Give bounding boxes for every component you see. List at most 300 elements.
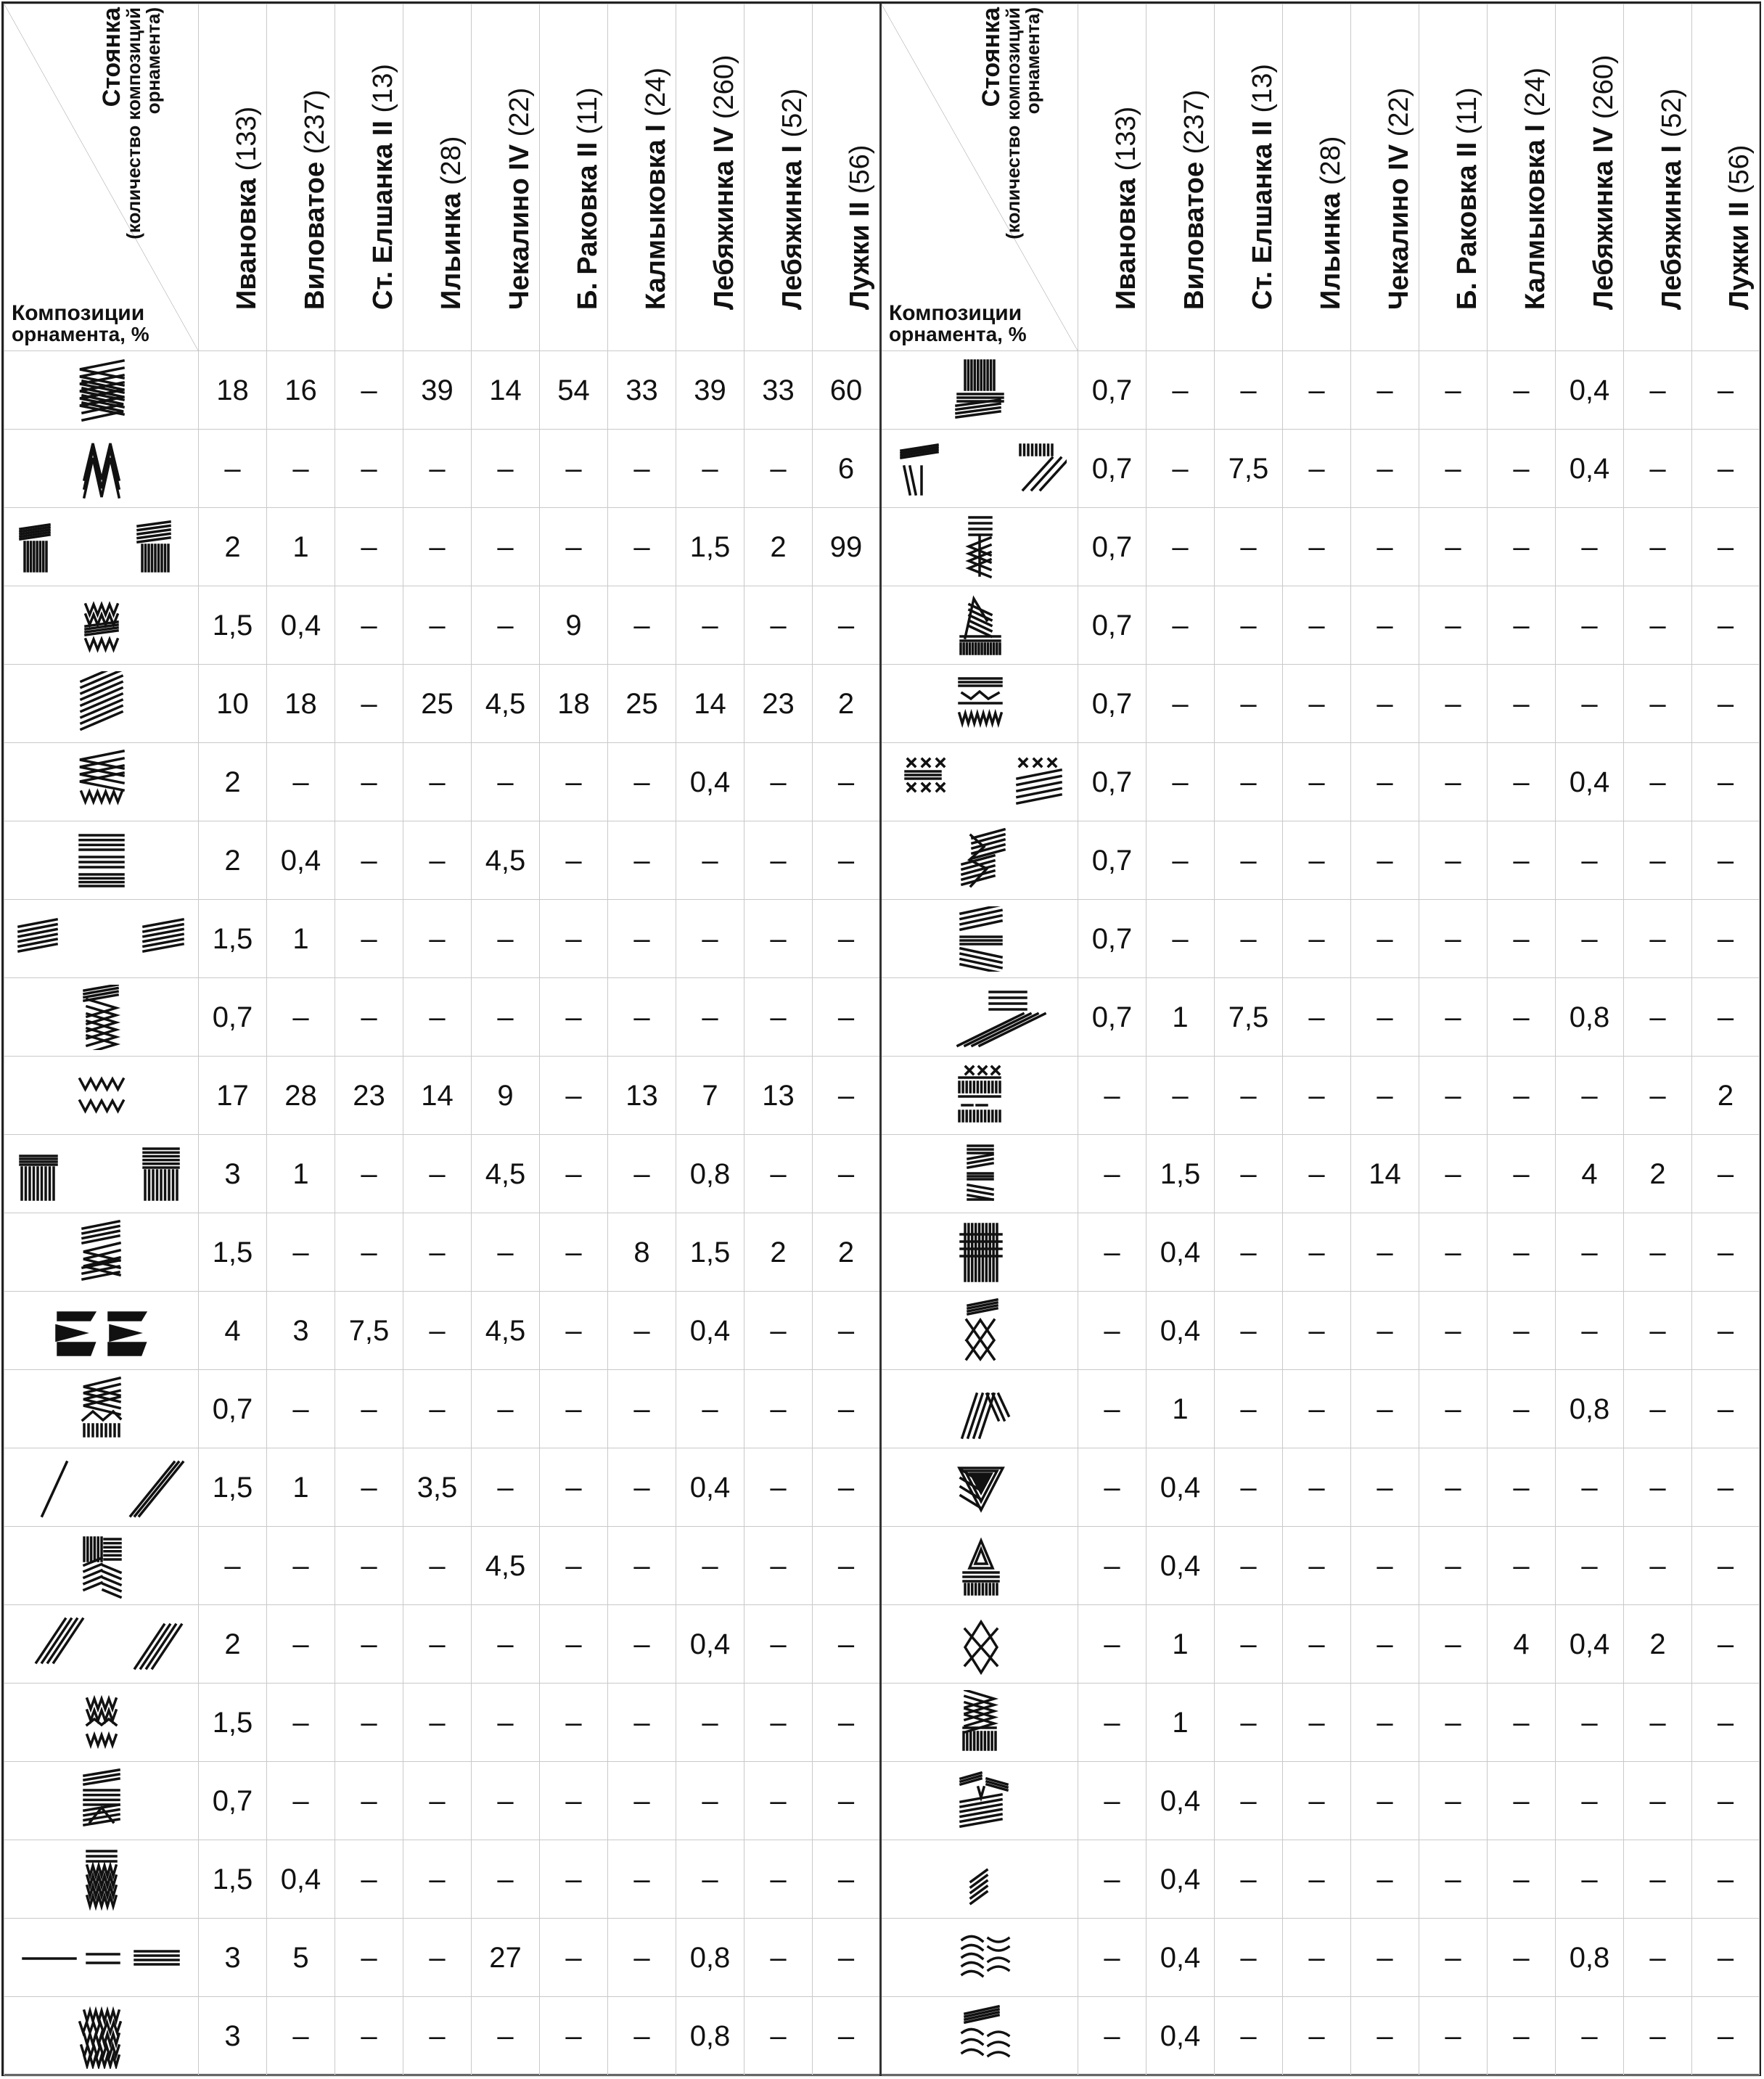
- arc-stack-icon: [882, 1925, 1078, 1990]
- composition-cell-right: [881, 1997, 1078, 2075]
- composition-cell-right: [881, 1057, 1078, 1135]
- percent-cell: –: [813, 1448, 881, 1527]
- percent-cell: –: [744, 1292, 813, 1370]
- column-header-left-3: [403, 4, 472, 351]
- percent-cell: –: [676, 430, 744, 508]
- percent-cell: 14: [676, 665, 744, 743]
- percent-cell: –: [1215, 900, 1283, 978]
- column-header-left-8: [744, 4, 813, 351]
- percent-cell: –: [540, 1448, 608, 1527]
- cross-comb-icon: [882, 1063, 1078, 1128]
- percent-cell: 0,7: [1078, 586, 1146, 665]
- column-site-count: (24): [640, 67, 671, 117]
- percent-cell: –: [1146, 430, 1215, 508]
- table-row: [4, 1840, 1760, 1919]
- percent-cell: –: [1283, 1762, 1351, 1840]
- percent-cell: –: [744, 1370, 813, 1448]
- percent-cell: –: [1488, 743, 1556, 821]
- composition-cell-right: [881, 1370, 1078, 1448]
- percent-cell: –: [813, 1057, 881, 1135]
- percent-cell: –: [1624, 1527, 1692, 1605]
- percent-cell: 4,5: [472, 665, 540, 743]
- percent-cell: –: [1419, 1997, 1488, 2075]
- chevron-comb-stack-icon: [882, 1690, 1078, 1755]
- table-row: [4, 351, 1760, 430]
- percent-cell: –: [1692, 1292, 1760, 1370]
- percent-cell: 0,7: [1078, 978, 1146, 1057]
- composition-cell-right: [881, 586, 1078, 665]
- percent-cell: –: [1146, 821, 1215, 900]
- site-label: Стоянка: [977, 7, 1005, 107]
- percent-cell: 4,5: [472, 1135, 540, 1213]
- percent-cell: –: [267, 1762, 335, 1840]
- percent-cell: 4: [199, 1292, 267, 1370]
- percent-cell: –: [472, 743, 540, 821]
- percent-cell: –: [335, 821, 403, 900]
- diagonal-zigzag-icon: [882, 828, 1078, 893]
- column-site-name: Чекалино IV: [504, 144, 535, 310]
- percent-cell: –: [1146, 665, 1215, 743]
- percent-cell: –: [1351, 821, 1419, 900]
- percent-cell: –: [1624, 1762, 1692, 1840]
- percent-cell: –: [540, 1840, 608, 1919]
- percent-cell: –: [540, 1213, 608, 1292]
- percent-cell: –: [1351, 351, 1419, 430]
- rhombus-hatch-icon: [882, 1847, 1078, 1912]
- column-site-count: (13): [367, 63, 398, 113]
- percent-cell: 2: [1624, 1605, 1692, 1684]
- chevron-wave-icon: [4, 750, 198, 815]
- percent-cell: –: [540, 978, 608, 1057]
- percent-cell: –: [1419, 1370, 1488, 1448]
- ornament-table-frame: [1, 1, 1761, 2076]
- percent-cell: –: [403, 1605, 472, 1684]
- composition-cell-left: [4, 1370, 199, 1448]
- percent-cell: –: [1556, 1057, 1624, 1135]
- percent-cell: –: [1488, 1448, 1556, 1527]
- percent-cell: –: [1488, 1919, 1556, 1997]
- percent-cell: –: [1215, 1997, 1283, 2075]
- percent-cell: –: [1215, 743, 1283, 821]
- percent-cell: –: [608, 1684, 676, 1762]
- percent-cell: –: [1692, 1135, 1760, 1213]
- column-site-name: Лужки II: [845, 201, 875, 310]
- percent-cell: –: [744, 978, 813, 1057]
- percent-cell: 1,5: [1146, 1135, 1215, 1213]
- column-header-left-7: [676, 4, 744, 351]
- percent-cell: 0,4: [1146, 1840, 1215, 1919]
- column-site-count: (52): [776, 88, 808, 138]
- percent-cell: –: [608, 430, 676, 508]
- percent-cell: 0,7: [1078, 665, 1146, 743]
- percent-cell: –: [1283, 1919, 1351, 1997]
- table-row: [4, 508, 1760, 586]
- percent-cell: –: [1283, 1057, 1351, 1135]
- percent-cell: –: [335, 1762, 403, 1840]
- composition-label-block: [889, 303, 1027, 345]
- percent-cell: –: [403, 1370, 472, 1448]
- percent-cell: –: [540, 1605, 608, 1684]
- percent-cell: –: [608, 1448, 676, 1527]
- percent-cell: 0,8: [1556, 978, 1624, 1057]
- column-site-name: Чекалино IV: [1383, 144, 1414, 310]
- composition-cell-right: [881, 351, 1078, 430]
- percent-cell: 0,8: [676, 1135, 744, 1213]
- percent-cell: –: [608, 978, 676, 1057]
- percent-cell: –: [1624, 665, 1692, 743]
- column-header-right-1: [1146, 4, 1215, 351]
- percent-cell: –: [744, 1605, 813, 1684]
- percent-cell: –: [1488, 978, 1556, 1057]
- percent-cell: –: [1419, 1605, 1488, 1684]
- percent-cell: –: [1078, 1997, 1146, 2075]
- percent-cell: –: [1283, 1684, 1351, 1762]
- composition-cell-right: [881, 508, 1078, 586]
- percent-cell: –: [403, 508, 472, 586]
- percent-cell: –: [1351, 978, 1419, 1057]
- column-header-right-7: [1556, 4, 1624, 351]
- percent-cell: –: [1556, 1997, 1624, 2075]
- site-note: (количество композиций орнамента): [123, 7, 165, 239]
- percent-cell: –: [335, 351, 403, 430]
- percent-cell: –: [1488, 508, 1556, 586]
- percent-cell: –: [540, 430, 608, 508]
- percent-cell: 1: [267, 1448, 335, 1527]
- percent-cell: –: [1624, 1057, 1692, 1135]
- percent-cell: –: [472, 1213, 540, 1292]
- percent-cell: –: [540, 1135, 608, 1213]
- percent-cell: 28: [267, 1057, 335, 1135]
- percent-cell: 0,4: [1146, 1527, 1215, 1605]
- percent-cell: –: [1215, 1135, 1283, 1213]
- percent-cell: 0,7: [199, 1370, 267, 1448]
- hatch-stack-icon: [882, 1141, 1078, 1207]
- percent-cell: 0,4: [267, 586, 335, 665]
- percent-cell: 2: [813, 1213, 881, 1292]
- stacked-pendant-icon: [882, 514, 1078, 580]
- percent-cell: –: [1624, 508, 1692, 586]
- percent-cell: 0,4: [1146, 1762, 1215, 1840]
- column-site-count: (56): [1724, 144, 1755, 194]
- percent-cell: –: [1215, 1057, 1283, 1135]
- percent-cell: –: [1556, 665, 1624, 743]
- percent-cell: –: [1351, 743, 1419, 821]
- column-header-left-0: [199, 4, 267, 351]
- percent-cell: –: [813, 1840, 881, 1919]
- percent-cell: –: [335, 978, 403, 1057]
- percent-cell: –: [335, 586, 403, 665]
- percent-cell: –: [1692, 1684, 1760, 1762]
- percent-cell: –: [813, 900, 881, 978]
- column-header-right-4: [1351, 4, 1419, 351]
- column-site-count: (22): [504, 87, 535, 137]
- percent-cell: –: [1215, 1448, 1283, 1527]
- percent-cell: –: [1556, 586, 1624, 665]
- composition-cell-right: [881, 1448, 1078, 1527]
- percent-cell: –: [744, 1684, 813, 1762]
- percent-cell: –: [1692, 1448, 1760, 1527]
- percent-cell: –: [472, 1448, 540, 1527]
- percent-cell: –: [1419, 1527, 1488, 1605]
- composition-cell-left: [4, 1448, 199, 1527]
- percent-cell: –: [1488, 1684, 1556, 1762]
- column-site-name: Ильинка: [435, 192, 467, 310]
- column-site-name: Лебяжинка IV: [1588, 126, 1619, 310]
- percent-cell: –: [199, 430, 267, 508]
- percent-cell: –: [744, 821, 813, 900]
- percent-cell: 4,5: [472, 821, 540, 900]
- percent-cell: 0,4: [267, 821, 335, 900]
- percent-cell: –: [1624, 430, 1692, 508]
- percent-cell: –: [813, 1684, 881, 1762]
- percent-cell: –: [1351, 1684, 1419, 1762]
- nested-triangle-icon: [882, 1533, 1078, 1599]
- percent-cell: 3: [199, 1919, 267, 1997]
- percent-cell: –: [403, 1292, 472, 1370]
- percent-cell: –: [1488, 1057, 1556, 1135]
- percent-cell: –: [1215, 821, 1283, 900]
- column-site-count: (28): [1315, 136, 1346, 186]
- percent-cell: –: [403, 1684, 472, 1762]
- percent-cell: –: [1146, 508, 1215, 586]
- column-header-left-6: [608, 4, 676, 351]
- composition-cell-left: [4, 1684, 199, 1762]
- percent-cell: –: [676, 586, 744, 665]
- slanted-bundles-icon: [882, 1377, 1078, 1442]
- percent-cell: –: [267, 1997, 335, 2075]
- diagonal-hatch-icon: [4, 671, 198, 737]
- percent-cell: –: [676, 1684, 744, 1762]
- table-row: [4, 1057, 1760, 1135]
- percent-cell: –: [744, 1135, 813, 1213]
- percent-cell: 0,4: [1146, 1448, 1215, 1527]
- percent-cell: –: [1351, 1292, 1419, 1370]
- percent-cell: –: [1078, 1605, 1146, 1684]
- composition-cell-right: [881, 665, 1078, 743]
- percent-cell: –: [540, 1292, 608, 1370]
- percent-cell: –: [335, 900, 403, 978]
- percent-cell: –: [1488, 900, 1556, 978]
- percent-cell: –: [744, 1919, 813, 1997]
- percent-cell: –: [1692, 430, 1760, 508]
- percent-cell: 0,4: [1556, 743, 1624, 821]
- percent-cell: –: [1215, 1919, 1283, 1997]
- percent-cell: 1: [1146, 1605, 1215, 1684]
- percent-cell: 0,4: [1146, 1292, 1215, 1370]
- percent-cell: –: [1283, 430, 1351, 508]
- column-site-count: (133): [1110, 106, 1141, 171]
- percent-cell: –: [813, 1919, 881, 1997]
- percent-cell: –: [1692, 1997, 1760, 2075]
- percent-cell: –: [608, 508, 676, 586]
- corner-header-1: [881, 4, 1078, 351]
- composition-cell-left: [4, 1919, 199, 1997]
- composition-cell-right: [881, 1840, 1078, 1919]
- percent-cell: –: [472, 978, 540, 1057]
- composition-cell-right: [881, 1527, 1078, 1605]
- percent-cell: 10: [199, 665, 267, 743]
- percent-cell: –: [540, 743, 608, 821]
- percent-cell: –: [335, 1448, 403, 1527]
- chevron-diagonal-icon: [4, 1220, 198, 1285]
- percent-cell: 4,5: [472, 1292, 540, 1370]
- column-site-count: (56): [845, 144, 875, 194]
- composition-cell-right: [881, 978, 1078, 1057]
- column-header-right-5: [1419, 4, 1488, 351]
- percent-cell: –: [608, 743, 676, 821]
- percent-cell: –: [472, 430, 540, 508]
- percent-cell: –: [472, 1997, 540, 2075]
- percent-cell: –: [267, 743, 335, 821]
- percent-cell: –: [403, 1527, 472, 1605]
- percent-cell: –: [676, 821, 744, 900]
- percent-cell: 14: [472, 351, 540, 430]
- percent-cell: –: [1419, 586, 1488, 665]
- composition-label-block: [12, 303, 149, 345]
- percent-cell: –: [1146, 1057, 1215, 1135]
- percent-cell: 0,7: [1078, 430, 1146, 508]
- percent-cell: –: [1692, 508, 1760, 586]
- percent-cell: 4: [1556, 1135, 1624, 1213]
- percent-cell: –: [676, 1762, 744, 1840]
- column-site-count: (260): [708, 54, 739, 120]
- percent-cell: –: [744, 1840, 813, 1919]
- percent-cell: –: [813, 978, 881, 1057]
- composition-cell-left: [4, 1605, 199, 1684]
- composition-cell-right: [881, 1919, 1078, 1997]
- site-note: (количество композиций орнамента): [1002, 7, 1044, 239]
- table-row: [4, 1997, 1760, 2075]
- percent-cell: 0,4: [676, 1605, 744, 1684]
- percent-cell: –: [403, 1213, 472, 1292]
- percent-cell: –: [403, 586, 472, 665]
- column-site-count: (52): [1656, 88, 1687, 138]
- percent-cell: –: [1692, 1840, 1760, 1919]
- percent-cell: –: [1351, 1448, 1419, 1527]
- column-header-left-9: [813, 4, 881, 351]
- composition-note: орнамента, %: [12, 323, 149, 345]
- percent-cell: 1,5: [199, 586, 267, 665]
- column-site-count: (24): [1519, 67, 1551, 117]
- percent-cell: 2: [1692, 1057, 1760, 1135]
- column-site-name: Лебяжинка I: [776, 145, 808, 310]
- percent-cell: –: [1692, 1919, 1760, 1997]
- percent-cell: –: [1351, 1840, 1419, 1919]
- percent-cell: 1,5: [199, 900, 267, 978]
- table-row: [4, 1370, 1760, 1448]
- column-site-count: (237): [299, 89, 330, 155]
- percent-cell: –: [335, 665, 403, 743]
- percent-cell: –: [813, 586, 881, 665]
- percent-cell: –: [676, 978, 744, 1057]
- percent-cell: –: [1351, 1370, 1419, 1448]
- percent-cell: 0,4: [1146, 1997, 1215, 2075]
- composition-cell-right: [881, 1605, 1078, 1684]
- percent-cell: –: [472, 1684, 540, 1762]
- percent-cell: –: [1215, 665, 1283, 743]
- percent-cell: –: [1215, 1370, 1283, 1448]
- percent-cell: –: [744, 1527, 813, 1605]
- percent-cell: –: [540, 508, 608, 586]
- percent-cell: 0,7: [199, 1762, 267, 1840]
- percent-cell: –: [540, 1370, 608, 1448]
- percent-cell: –: [1351, 1762, 1419, 1840]
- hatch-triangle-icon: [4, 1768, 198, 1834]
- percent-cell: –: [403, 978, 472, 1057]
- column-site-count: (237): [1178, 89, 1210, 155]
- percent-cell: 0,4: [1556, 351, 1624, 430]
- percent-cell: –: [1419, 1840, 1488, 1919]
- percent-cell: 8: [608, 1213, 676, 1292]
- percent-cell: –: [1624, 1684, 1692, 1762]
- percent-cell: –: [1556, 1292, 1624, 1370]
- percent-cell: –: [1556, 1840, 1624, 1919]
- triangle-comb-icon: [882, 593, 1078, 658]
- percent-cell: –: [1488, 1762, 1556, 1840]
- composition-cell-right: [881, 1292, 1078, 1370]
- composition-cell-left: [4, 900, 199, 978]
- percent-cell: –: [1692, 665, 1760, 743]
- percent-cell: –: [1078, 1919, 1146, 1997]
- percent-cell: –: [744, 743, 813, 821]
- percent-cell: 2: [813, 665, 881, 743]
- percent-cell: 0,7: [1078, 351, 1146, 430]
- column-site-count: (11): [1451, 87, 1482, 135]
- column-site-name: Б. Раковка II: [572, 142, 603, 310]
- table-row: [4, 1919, 1760, 1997]
- percent-cell: –: [1283, 351, 1351, 430]
- percent-cell: –: [1283, 978, 1351, 1057]
- percent-cell: 0,4: [1146, 1213, 1215, 1292]
- percent-cell: –: [1692, 821, 1760, 900]
- percent-cell: –: [1078, 1448, 1146, 1527]
- percent-cell: –: [267, 430, 335, 508]
- percent-cell: –: [1692, 743, 1760, 821]
- percent-cell: 0,4: [1556, 430, 1624, 508]
- percent-cell: –: [472, 900, 540, 978]
- percent-cell: –: [335, 508, 403, 586]
- column-header-right-9: [1692, 4, 1760, 351]
- percent-cell: 7,5: [1215, 978, 1283, 1057]
- chevron-stack-icon: [4, 358, 198, 423]
- horizontal-lines-icon: [4, 828, 198, 893]
- percent-cell: –: [472, 1762, 540, 1840]
- percent-cell: 2: [199, 1605, 267, 1684]
- percent-cell: –: [1419, 821, 1488, 900]
- percent-cell: 3: [199, 1997, 267, 2075]
- percent-cell: –: [1692, 1370, 1760, 1448]
- percent-cell: 2: [199, 821, 267, 900]
- percent-cell: –: [1488, 821, 1556, 900]
- percent-cell: –: [1556, 900, 1624, 978]
- percent-cell: –: [1556, 1684, 1624, 1762]
- percent-cell: –: [199, 1527, 267, 1605]
- percent-cell: –: [744, 900, 813, 978]
- percent-cell: –: [1624, 1448, 1692, 1527]
- percent-cell: –: [1488, 1213, 1556, 1292]
- percent-cell: –: [1419, 743, 1488, 821]
- composition-cell-left: [4, 508, 199, 586]
- percent-cell: –: [335, 743, 403, 821]
- percent-cell: –: [1624, 821, 1692, 900]
- table-row: [4, 1527, 1760, 1605]
- composition-cell-right: [881, 743, 1078, 821]
- percent-cell: 33: [608, 351, 676, 430]
- table-row: [4, 743, 1760, 821]
- column-site-name: Лужки II: [1724, 201, 1755, 310]
- percent-cell: –: [1419, 430, 1488, 508]
- percent-cell: –: [608, 1840, 676, 1919]
